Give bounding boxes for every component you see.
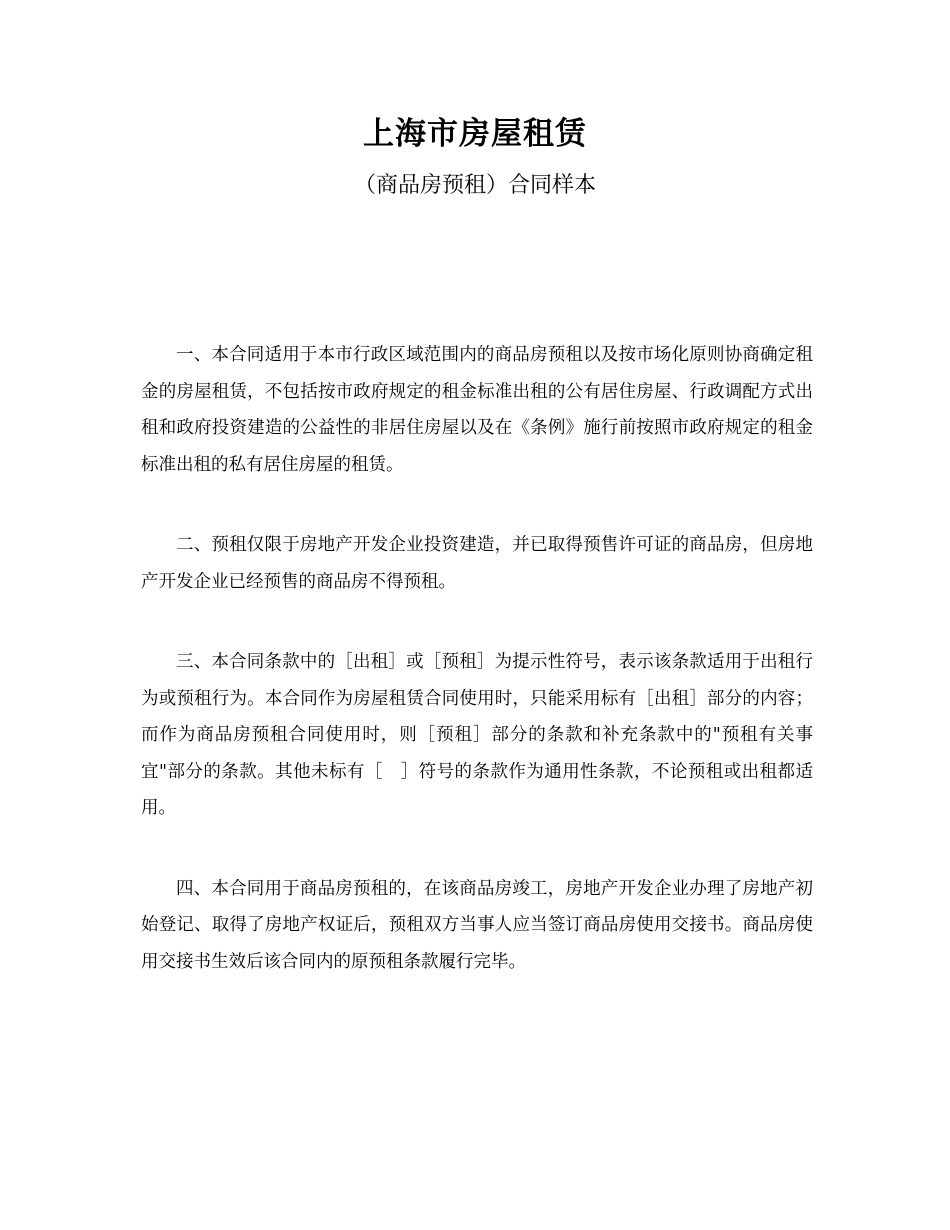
document-title: 上海市房屋租赁 [363, 116, 587, 152]
paragraph-2: 二、预租仅限于房地产开发企业投资建造，并已取得预售许可证的商品房，但房地产开发企业已经预售的商品房不得预租。 [141, 535, 813, 592]
document-body [141, 337, 813, 980]
paragraph-1: 一、本合同适用于本市行政区域范围内的商品房预租以及按市场化原则协商确定租金的房屋租赁，不包括按市政府规定的租金标准出租的公有居住房屋、行政调配方式出租和政府投资建造的公益性的非居住房屋以及在《条例》施行前按照市政府规定的租金标准出租的私有居住房屋的租赁。 [141, 345, 813, 475]
document-subtitle: （商品房预租）合同样本 [353, 173, 596, 198]
paragraph-4: 四、本合同用于商品房预租的，在该商品房竣工，房地产开发企业办理了房地产初始登记、取得了房地产权证后，预租双方当事人应当签订商品房使用交接书。商品房使用交接书生效后该合同内的原预租条款履行完毕。 [141, 878, 813, 972]
paragraph-3: 三、本合同条款中的［出租］或［预租］为提示性符号，表示该条款适用于出租行为或预租行为。本合同作为房屋租赁合同使用时，只能采用标有［出租］部分的内容；而作为商品房预租合同使用时，则［预租］部分的条款和补充条款中的"预租有关事宜"部分的条款。其他未标有［ ］符号的条款作为通用性条款，不论预租或出租都适用。 [141, 652, 813, 818]
